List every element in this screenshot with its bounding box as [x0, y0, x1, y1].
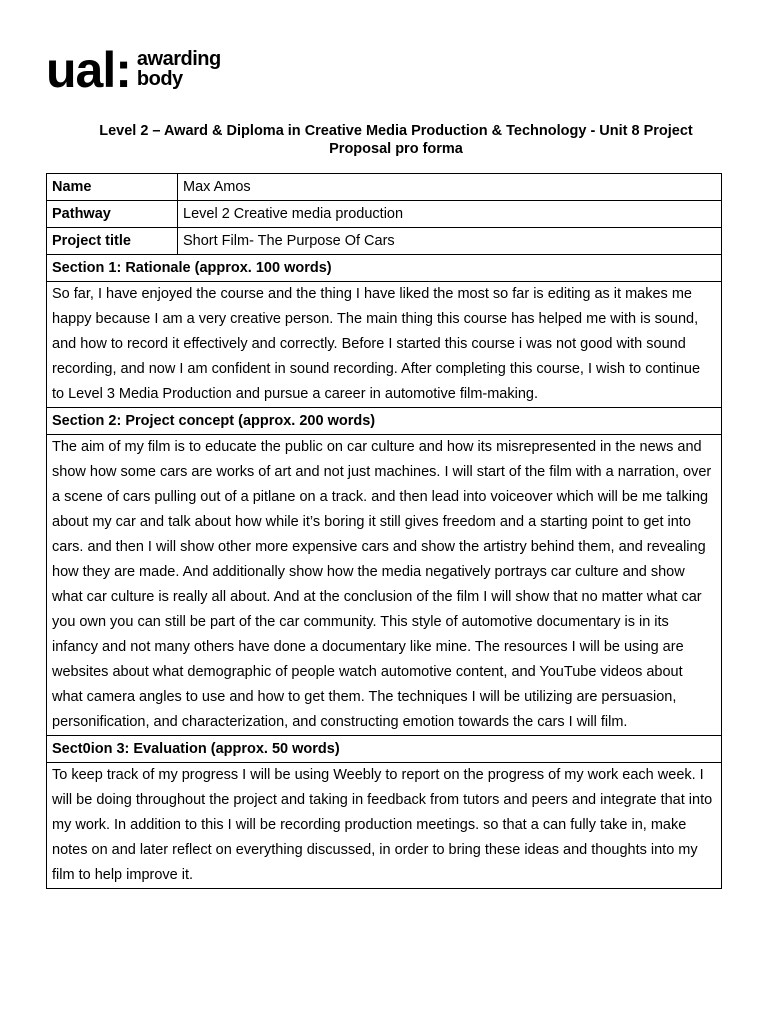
concept-body: The aim of my film is to educate the public on car culture and how its misrepresented in the news and show how some cars are works of art and not just machines. I will start of the film with a narration, over a scene of cars pulling out of a pitlane on a track. and then lead into voiceover which will be me talking about my car and talk about how while it’s boring it still gives freedom and a starting point to get into cars. and then I will show other more expensive cars and show the artistry behind them, and revealing how they are made. And additionally show how the media negatively portrays car culture and show what car culture is really all about. And at the conclusion of the film I will show that no matter what car you own you can still be part of the car community. This style of automotive documentary is in its infancy and not many others have done a documentary like mine. The resources I will be using are websites about what demographic of people watch automotive content, and YouTube videos about what camera angles to use and how to get them. The techniques I will be utilizing are persuasion, personification, and characterization, and constructing emotion towards the cars I will film. [47, 435, 722, 736]
logo-line-2: body [136, 68, 183, 90]
logo-mark: ual: [46, 42, 131, 98]
proposal-form-table [46, 173, 722, 889]
rationale-heading: Section 1: Rationale (approx. 100 words) [47, 255, 722, 282]
logo-line-1: awarding [136, 48, 221, 70]
name-label: Name [47, 174, 178, 201]
document-title-line-1: Level 2 – Award & Diploma in Creative Media Production & Technology - Unit 8 Project [99, 123, 693, 139]
document-title-line-2: Proposal pro forma [329, 141, 463, 157]
project-title-label: Project title [47, 228, 178, 255]
pathway-value: Level 2 Creative media production [178, 201, 722, 228]
concept-heading: Section 2: Project concept (approx. 200 words) [47, 408, 722, 435]
logo-wordmark [137, 49, 221, 89]
name-value: Max Amos [178, 174, 722, 201]
evaluation-body: To keep track of my progress I will be using Weebly to report on the progress of my work each week. I will be doing throughout the project and taking in feedback from tutors and peers and integrate that into my work. In addition to this I will be recording production meetings. so that a can fully take in, make notes on and later reflect on everything discussed, in order to bring these ideas and thoughts into my film to help improve it. [47, 763, 722, 889]
evaluation-body-row [47, 763, 722, 889]
name-row [47, 174, 722, 201]
document-title [60, 122, 732, 158]
ual-logo [46, 42, 221, 98]
evaluation-heading: Sect0ion 3: Evaluation (approx. 50 words) [47, 736, 722, 763]
rationale-heading-row [47, 255, 722, 282]
concept-heading-row [47, 408, 722, 435]
project-title-row [47, 228, 722, 255]
rationale-body: So far, I have enjoyed the course and the thing I have liked the most so far is editing as it makes me happy because I am a very creative person. The main thing this course has helped me with is sound, and how to record it effectively and correctly. Before I started this course i was not good with sound recording, and now I am confident in sound recording. After completing this course, I wish to continue to Level 3 Media Production and pursue a career in automotive film-making. [47, 282, 722, 408]
rationale-body-row [47, 282, 722, 408]
project-title-value: Short Film- The Purpose Of Cars [178, 228, 722, 255]
concept-body-row [47, 435, 722, 736]
pathway-row [47, 201, 722, 228]
pathway-label: Pathway [47, 201, 178, 228]
evaluation-heading-row [47, 736, 722, 763]
